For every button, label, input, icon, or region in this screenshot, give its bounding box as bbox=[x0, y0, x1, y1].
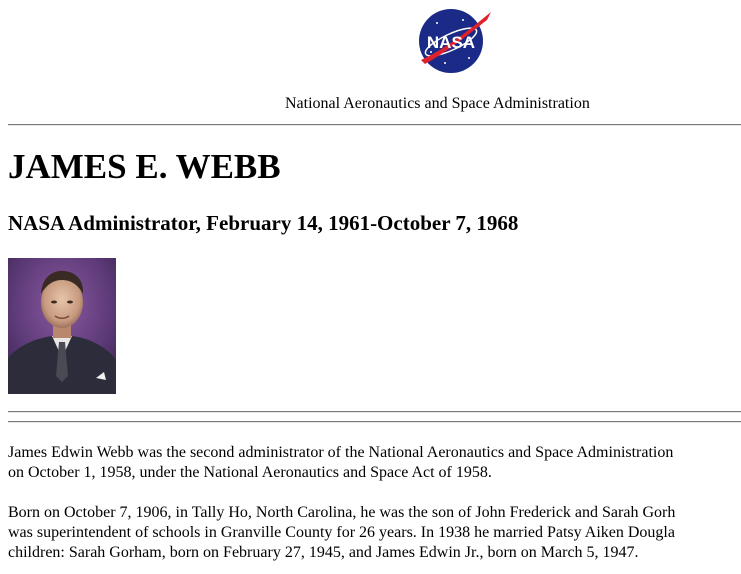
agency-name: National Aeronautics and Space Administration bbox=[285, 95, 590, 112]
nasa-logo bbox=[417, 8, 493, 74]
biography-paragraph bbox=[8, 443, 741, 483]
page-subtitle: NASA Administrator, February 14, 1961-October 7, 1968 bbox=[8, 211, 519, 235]
page-title: JAMES E. WEBB bbox=[8, 147, 281, 186]
paragraph-line: James Edwin Webb was the second administrator of the National Aeronautics and Space Administration bbox=[8, 444, 674, 461]
paragraph-line: was superintendent of schools in Granville County for 26 years. In 1938 he married Patsy Aiken Dougla bbox=[8, 524, 675, 541]
paragraph-line: on October 1, 1958, under the National Aeronautics and Space Act of 1958. bbox=[8, 464, 492, 481]
portrait-photo bbox=[8, 258, 116, 394]
paragraph-line: children: Sarah Gorham, born on February 27, 1945, and James Edwin Jr., born on March 5, 1947. bbox=[8, 544, 639, 561]
horizontal-rule bbox=[8, 411, 741, 413]
portrait-image bbox=[8, 258, 116, 394]
nasa-logo-text: NASA bbox=[426, 33, 476, 52]
paragraph-line: Born on October 7, 1906, in Tally Ho, North Carolina, he was the son of John Frederick and Sarah Gorh bbox=[8, 504, 676, 521]
nasa-meatball-icon bbox=[417, 8, 493, 74]
biography-paragraph bbox=[8, 503, 741, 563]
horizontal-rule bbox=[8, 124, 741, 126]
horizontal-rule bbox=[8, 421, 741, 423]
